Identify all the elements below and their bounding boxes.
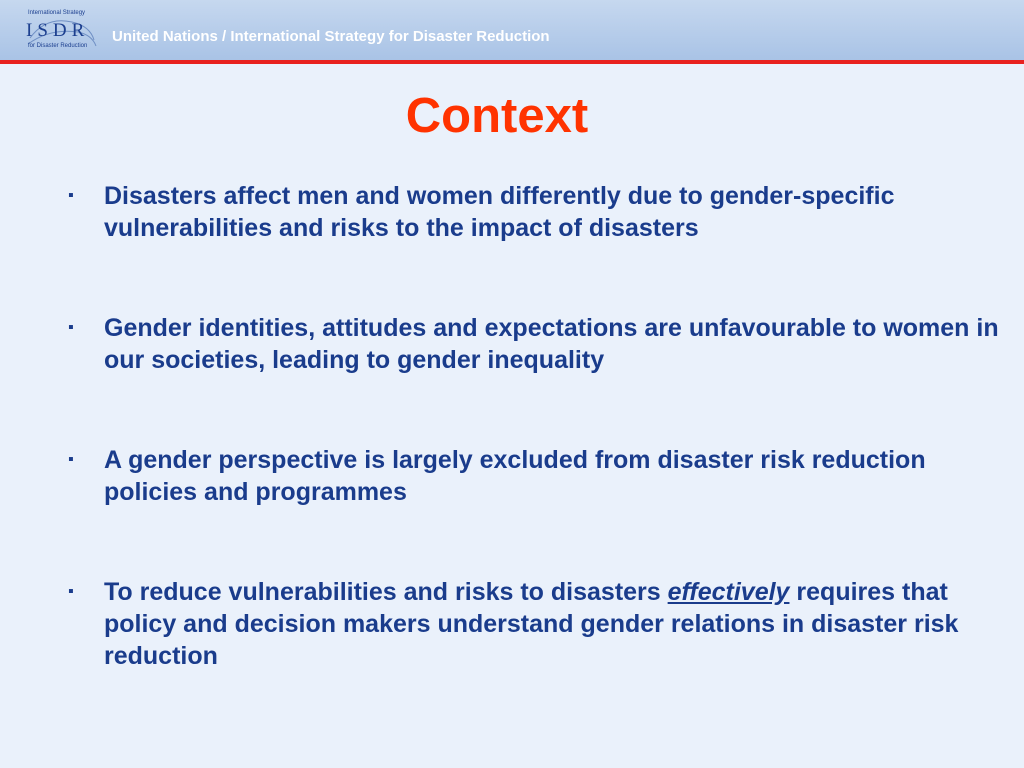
- header-bar: [0, 0, 1024, 60]
- bullet-text: A gender perspective is largely excluded from disaster risk reduction policies and programmes: [104, 446, 926, 506]
- bullet-text: Disasters affect men and women differently due to gender-specific vulnerabilities and risks to the impact of disasters: [104, 182, 895, 242]
- isdr-logo: [26, 8, 98, 54]
- bullet-item: [66, 312, 1012, 376]
- logo-bottom-text: for Disaster Reduction: [28, 43, 88, 49]
- logo-top-text: International Strategy: [28, 10, 86, 16]
- organization-name: United Nations / International Strategy for Disaster Reduction: [112, 28, 550, 45]
- bullet-emphasis: effectively: [667, 578, 790, 606]
- bullet-text-start: To reduce vulnerabilities and risks to disasters: [104, 578, 668, 606]
- square-bullet-icon: ▪: [68, 583, 74, 600]
- header-divider: [0, 60, 1024, 64]
- bullet-list: [66, 180, 1012, 672]
- square-bullet-icon: ▪: [68, 451, 74, 468]
- bullet-item: [66, 180, 1012, 244]
- slide-title: Context: [405, 89, 589, 143]
- square-bullet-icon: ▪: [68, 187, 74, 204]
- bullet-text: Gender identities, attitudes and expectations are unfavourable to women in our societies, leading to gender inequality: [104, 314, 999, 374]
- bullet-item: [66, 444, 1012, 508]
- square-bullet-icon: ▪: [68, 319, 74, 336]
- logo-letters: ISDR: [26, 20, 90, 41]
- bullet-item: [66, 576, 1012, 672]
- bullet-text-end: requires that policy and decision makers understand gender relations in disaster risk reduction: [104, 578, 959, 670]
